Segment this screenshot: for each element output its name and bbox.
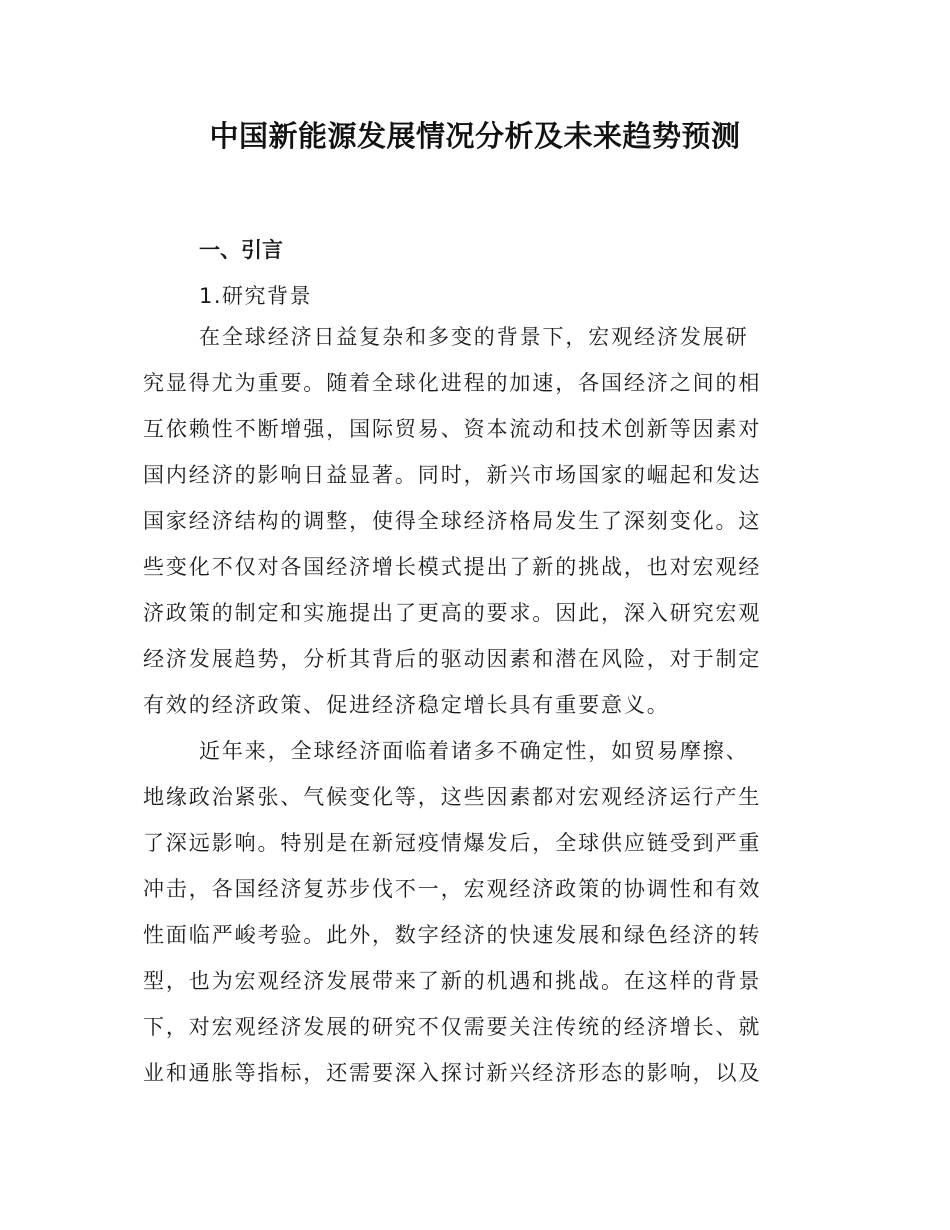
paragraph-line: 究显得尤为重要。随着全球化进程的加速，各国经济之间的相 — [143, 371, 762, 395]
paragraph-line: 型，也为宏观经济发展带来了新的机遇和挑战。在这样的背景 — [143, 969, 762, 993]
paragraph-2 — [143, 728, 808, 1096]
paragraph-line: 互依赖性不断增强，国际贸易、资本流动和技术创新等因素对 — [143, 417, 762, 441]
paragraph-1 — [143, 314, 808, 728]
paragraph-line: 有效的经济政策、促进经济稳定增长具有重要意义。 — [143, 693, 670, 717]
paragraph-line: 国家经济结构的调整，使得全球经济格局发生了深刻变化。这 — [143, 509, 762, 533]
paragraph-line: 冲击，各国经济复苏步伐不一，宏观经济政策的协调性和有效 — [143, 877, 762, 901]
paragraph-line: 在全球经济日益复杂和多变的背景下，宏观经济发展研 — [199, 325, 749, 349]
paragraph-line: 些变化不仅对各国经济增长模式提出了新的挑战，也对宏观经 — [143, 555, 762, 579]
paragraph-line: 济政策的制定和实施提出了更高的要求。因此，深入研究宏观 — [143, 601, 762, 625]
paragraph-line: 下，对宏观经济发展的研究不仅需要关注传统的经济增长、就 — [143, 1015, 762, 1039]
paragraph-line: 地缘政治紧张、气候变化等，这些因素都对宏观经济运行产生 — [143, 785, 762, 809]
paragraph-line: 业和通胀等指标，还需要深入探讨新兴经济形态的影响，以及 — [143, 1061, 762, 1085]
section-heading: 一、引言 — [199, 238, 283, 262]
subsection-heading: 1.研究背景 — [199, 284, 313, 308]
paragraph-line: 国内经济的影响日益显著。同时，新兴市场国家的崛起和发达 — [143, 463, 762, 487]
paragraph-line: 了深远影响。特别是在新冠疫情爆发后，全球供应链受到严重 — [143, 831, 762, 855]
paragraph-line: 性面临严峻考验。此外，数字经济的快速发展和绿色经济的转 — [143, 923, 762, 947]
paragraph-line: 近年来，全球经济面临着诸多不确定性，如贸易摩擦、 — [199, 739, 749, 763]
paragraph-line: 经济发展趋势，分析其背后的驱动因素和潜在风险，对于制定 — [143, 647, 762, 671]
document-title: 中国新能源发展情况分析及未来趋势预测 — [209, 119, 741, 153]
